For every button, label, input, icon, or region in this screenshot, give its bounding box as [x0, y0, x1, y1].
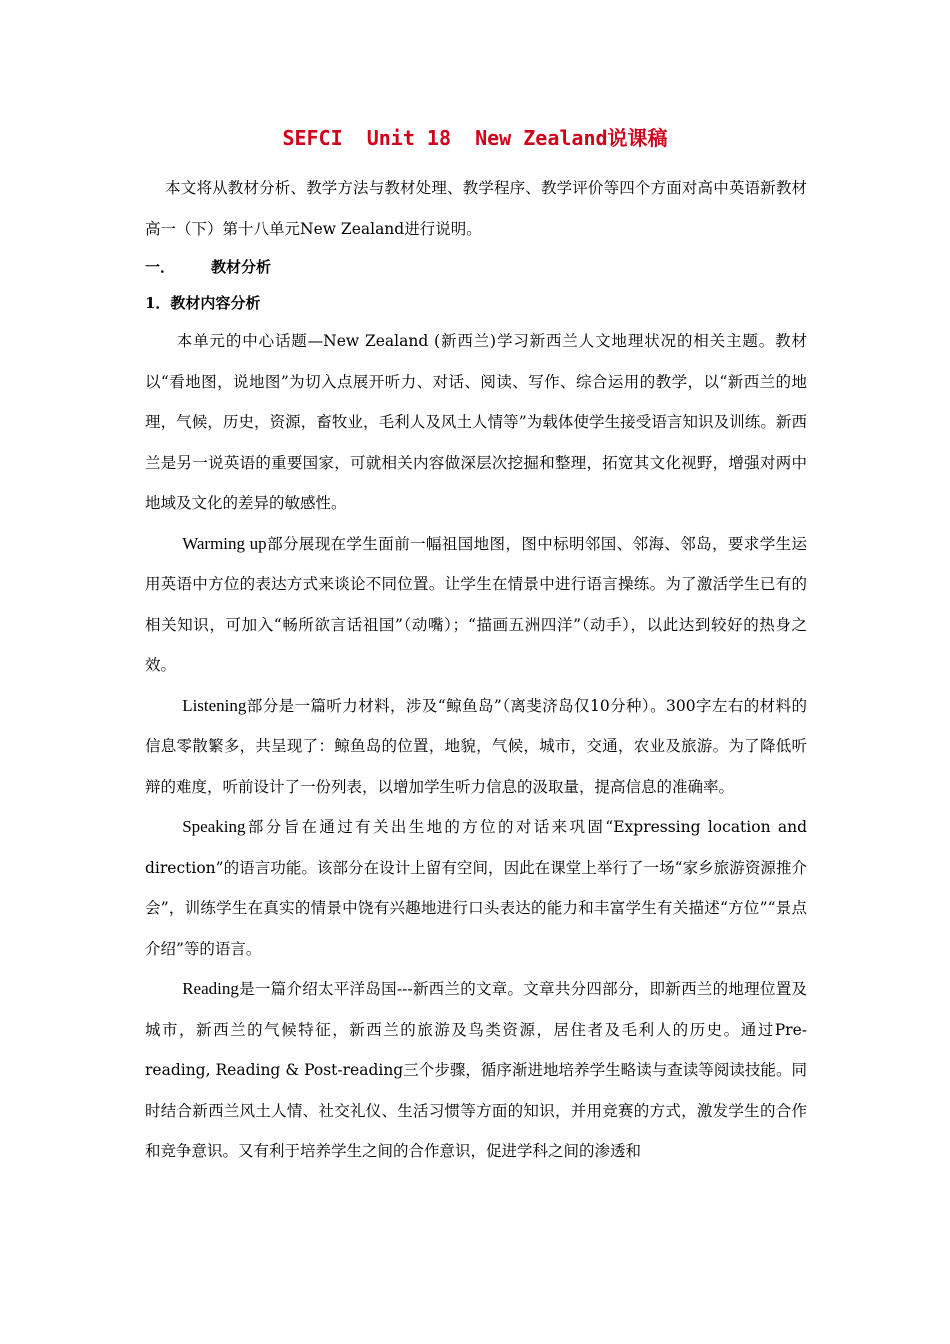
speaking-paragraph [145, 807, 807, 969]
warming-up-text: 部分展现在学生面前一幅祖国地图，图中标明邻国、邻海、邻岛，要求学生运用英语中方位的表达方式来谈论不同位置。让学生在情景中进行语言操练。为了激活学生已有的相关知识，可加入“畅所欲言话祖国”（动嘴）；“描画五洲四洋”（动手），以此达到较好的热身之效。 [145, 534, 807, 674]
speaking-text: 部分旨在通过有关出生地的方位的对话来巩固“Expressing location and direction”的语言功能。该部分在设计上留有空间，因此在课堂上举行了一场“家乡旅游资源推介会”，训练学生在真实的情景中饶有兴趣地进行口头表达的能力和丰富学生有关描述“方位”“景点介绍”等的语言。 [145, 818, 807, 958]
reading-lead: Reading [182, 979, 239, 998]
document-body [145, 168, 807, 1172]
reading-text: 是一篇介绍太平洋岛国---新西兰的文章。文章共分四部分，即新西兰的地理位置及城市，新西兰的气候特征，新西兰的旅游及鸟类资源，居住者及毛利人的历史。通过Pre-reading, Reading & Post-reading三个步骤，循序渐进地培养学生略读与查读等阅读技能。同时结合新西兰风土人情、社交礼仪、生活习惯等方面的知识，并用竞赛的方式，激发学生的合作和竞争意识。又有利于培养学生之间的合作意识，促进学科之间的渗透和 [145, 980, 807, 1160]
topic-paragraph: 本单元的中心话题—New Zealand (新西兰)学习新西兰人文地理状况的相关主题。教材以“看地图，说地图”为切入点展开听力、对话、阅读、写作、综合运用的教学，以“新西兰的地理，气候，历史，资源，畜牧业，毛利人及风土人情等”为载体使学生接受语言知识及训练。新西兰是另一说英语的重要国家，可就相关内容做深层次挖掘和整理，拓宽其文化视野，增强对两中地域及文化的差异的敏感性。 [145, 332, 807, 512]
speaking-lead: Speaking [182, 817, 246, 836]
listening-paragraph [145, 686, 807, 808]
intro-paragraph: 本文将从教材分析、教学方法与教材处理、教学程序、教学评价等四个方面对高中英语新教材高一（下）第十八单元New Zealand进行说明。 [145, 179, 807, 238]
reading-paragraph [145, 969, 807, 1172]
section-label: 教材分析 [211, 258, 272, 276]
listening-text: 部分是一篇听力材料，涉及“鲸鱼岛”（离斐济岛仅10分种）。300字左右的材料的信息零散繁多，共呈现了：鲸鱼岛的位置，地貌，气候，城市，交通，农业及旅游。为了降低听辩的难度，听前设计了一份列表，以增加学生听力信息的汲取量，提高信息的准确率。 [145, 696, 807, 796]
section-number: 一． [145, 258, 176, 276]
warming-up-paragraph [145, 524, 807, 686]
page-title: SEFCI Unit 18 New Zealand说课稿 [282, 126, 668, 150]
warming-up-lead: Warming up [182, 533, 267, 553]
listening-lead: Listening [182, 695, 247, 715]
subsection-heading: 1．教材内容分析 [145, 294, 261, 312]
section-heading [145, 249, 807, 285]
